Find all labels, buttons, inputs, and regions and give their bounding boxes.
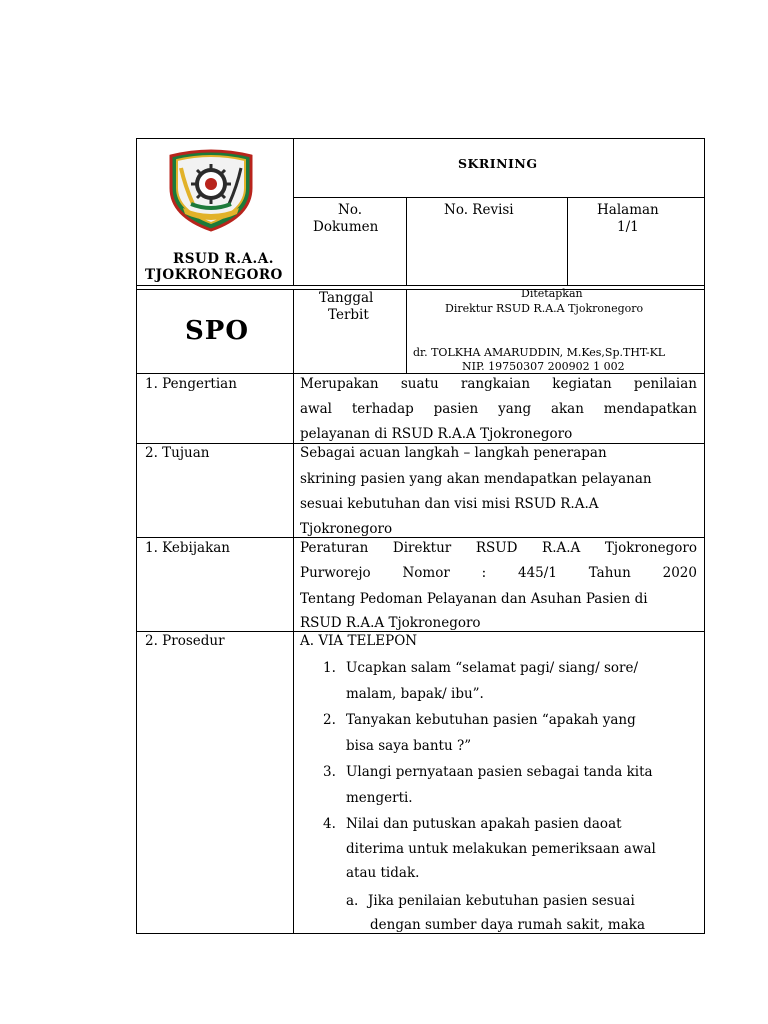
date-label-1: Tanggal xyxy=(319,290,374,306)
director-nip: NIP. 19750307 200902 1 002 xyxy=(462,360,625,373)
rev-col-divider xyxy=(567,197,568,286)
prosedur-heading: A. VIA TELEPON xyxy=(300,633,418,649)
step-text: malam, bapak/ ibu”. xyxy=(346,686,484,702)
header-col-divider-2 xyxy=(293,289,294,374)
director-name: dr. TOLKHA AMARUDDIN, M.Kes,Sp.THT-KL xyxy=(413,346,666,359)
kebijakan-line: Tentang Pedoman Pelayanan dan Asuhan Pasien di xyxy=(300,591,648,607)
step-text: Tanyakan kebutuhan pasien “apakah yang xyxy=(346,712,636,728)
header-double-line-1 xyxy=(136,285,705,286)
kebijakan-line: RSUD R.A.A Tjokronegoro xyxy=(300,615,481,631)
kebijakan-label: 1. Kebijakan xyxy=(145,540,231,556)
tujuan-label: 2. Tujuan xyxy=(145,445,210,461)
step-text: bisa saya bantu ?” xyxy=(346,738,472,754)
pengertian-label: 1. Pengertian xyxy=(145,376,237,392)
prosedur-label: 2. Prosedur xyxy=(145,633,225,649)
tujuan-line: Tjokronegoro xyxy=(300,521,393,537)
body-col-divider xyxy=(293,373,294,934)
approved-by: Direktur RSUD R.A.A Tjokronegoro xyxy=(445,302,644,315)
date-label-2: Terbit xyxy=(328,307,369,323)
step-number: 4. xyxy=(323,816,336,832)
step-number: 2. xyxy=(323,712,336,728)
approved-label: Ditetapkan xyxy=(521,287,583,300)
tujuan-line: sesuai kebutuhan dan visi misi RSUD R.A.A xyxy=(300,496,599,512)
sub-item-letter: a. xyxy=(346,893,359,909)
step-text: Ulangi pernyataan pasien sebagai tanda kita xyxy=(346,764,653,780)
doc-col-divider xyxy=(406,197,407,286)
kebijakan-line: Purworejo Nomor : 445/1 Tahun 2020 xyxy=(300,565,697,581)
hospital-name-line-2: TJOKRONEGORO xyxy=(145,267,283,283)
spo-label: SPO xyxy=(185,316,249,346)
doc-no-label-2: Dokumen xyxy=(313,219,379,235)
step-number: 3. xyxy=(323,764,336,780)
header-double-line-2 xyxy=(136,289,705,290)
step-text: Ucapkan salam “selamat pagi/ siang/ sore/ xyxy=(346,660,639,676)
sub-item-text: dengan sumber daya rumah sakit, maka xyxy=(370,917,646,933)
pengertian-line: Merupakan suatu rangkaian kegiatan penilaian xyxy=(300,376,697,392)
revision-label: No. Revisi xyxy=(444,202,514,218)
table-border-left xyxy=(136,138,137,934)
row-line-3 xyxy=(136,537,705,538)
tujuan-line: Sebagai acuan langkah – langkah penerapan xyxy=(300,445,607,461)
kebijakan-line: Peraturan Direktur RSUD R.A.A Tjokronegoro xyxy=(300,540,697,556)
pengertian-line: awal terhadap pasien yang akan mendapatkan xyxy=(300,401,697,417)
page-value: 1/1 xyxy=(617,219,639,235)
step-text: mengerti. xyxy=(346,790,413,806)
doc-no-label-1: No. xyxy=(338,202,362,218)
step-text: diterima untuk melakukan pemeriksaan awal xyxy=(346,841,656,857)
step-text: Nilai dan putuskan apakah pasien daoat xyxy=(346,816,622,832)
table-border-right xyxy=(704,138,705,934)
header-col-divider xyxy=(293,138,294,286)
tujuan-line: skrining pasien yang akan mendapatkan pelayanan xyxy=(300,471,652,487)
sub-item-text: Jika penilaian kebutuhan pasien sesuai xyxy=(368,893,635,909)
hospital-name-line-1: RSUD R.A.A. xyxy=(173,251,274,267)
pengertian-line: pelayanan di RSUD R.A.A Tjokronegoro xyxy=(300,426,573,442)
title-row-divider xyxy=(293,197,705,198)
regency-emblem-icon xyxy=(163,146,259,232)
date-col-divider xyxy=(406,289,407,374)
document-title: SKRINING xyxy=(458,156,538,171)
table-border-top xyxy=(136,138,705,139)
page-label: Halaman xyxy=(597,202,659,218)
step-text: atau tidak. xyxy=(346,865,420,881)
step-number: 1. xyxy=(323,660,336,676)
